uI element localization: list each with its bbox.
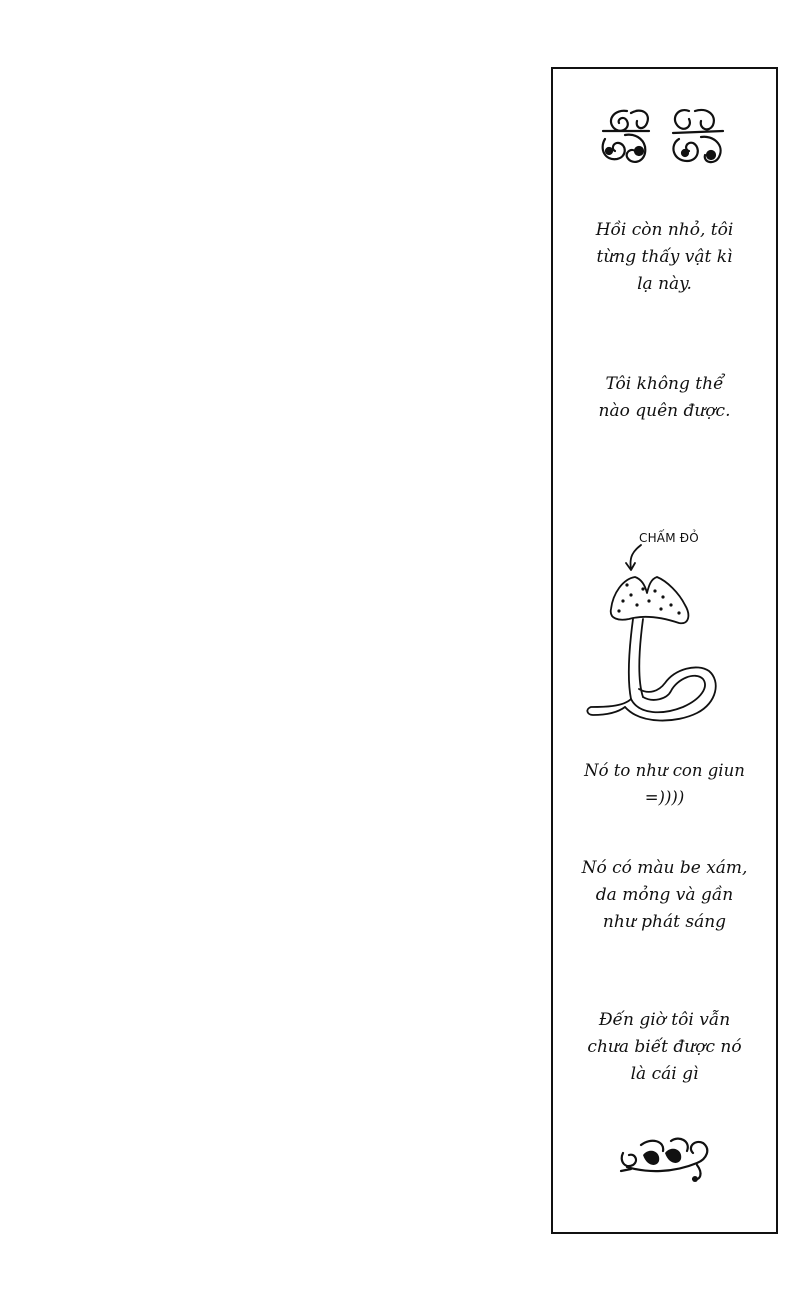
red-dots-label: CHẤM ĐỎ [639,531,699,545]
story-panel [551,67,778,1234]
story-text-3: Nó to như con giun =)))) [584,761,745,807]
story-text-5: Đến giờ tôi vẫn chưa biết được nó là cái gì [587,1010,742,1084]
top-ornament-icon [597,105,737,171]
story-text-1: Hồi còn nhỏ, tôi từng thấy vật kì lạ này. [595,220,734,294]
bottom-ornament-icon [617,1133,717,1183]
worm-creature-drawing [583,539,723,739]
story-text-4: Nó có màu be xám, da mỏng và gần như phát sáng [581,858,748,932]
story-text-2: Tôi không thể nào quên được. [598,374,731,421]
